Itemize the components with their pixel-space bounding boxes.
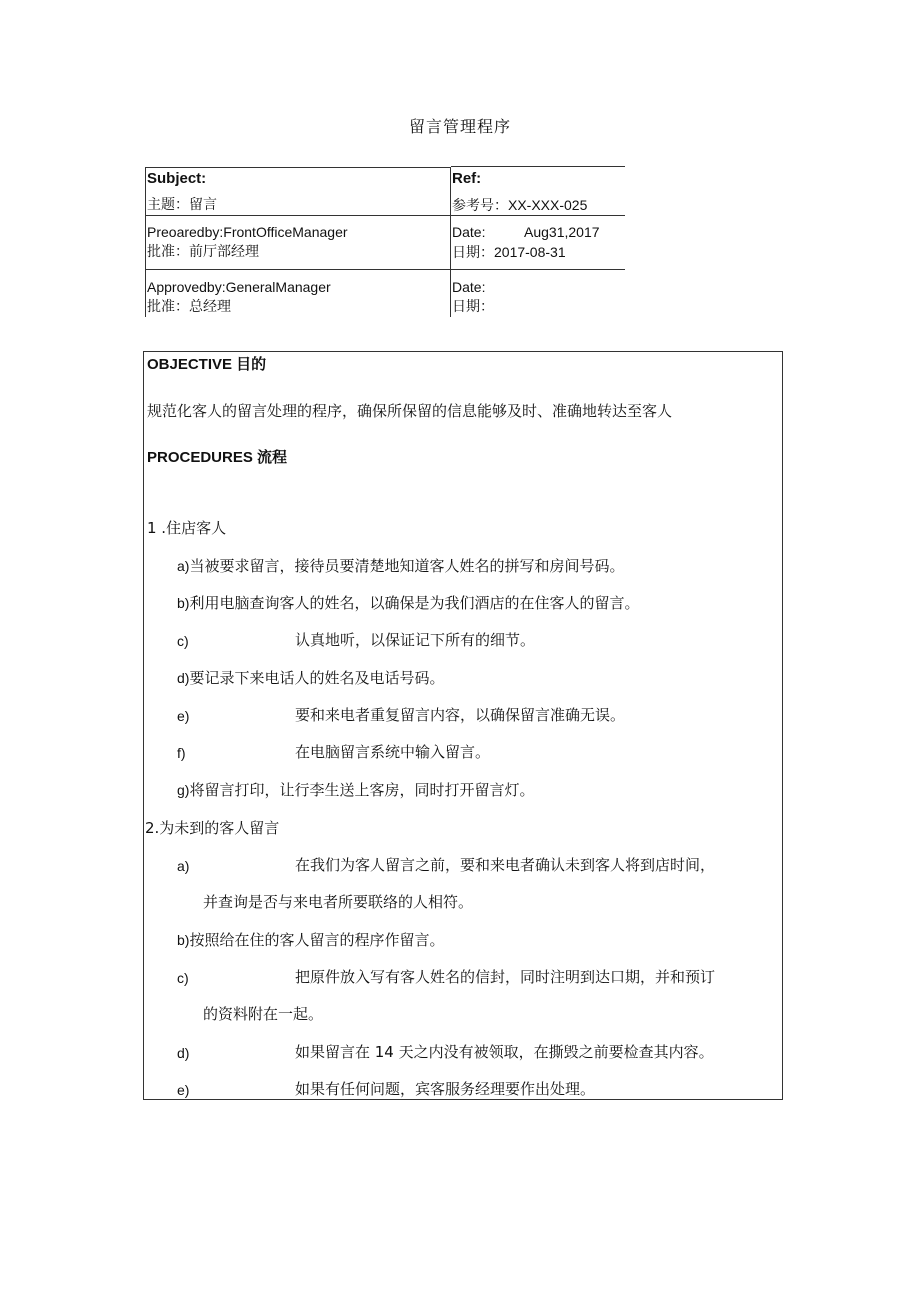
s2-item-a-cont: 并查询是否与来电者所要联络的人相符。	[203, 893, 474, 911]
date1-cell	[452, 222, 622, 262]
header-border-left-top	[145, 167, 451, 168]
s2-item-c-label: c)	[177, 970, 189, 986]
document-title: 留言管理程序	[408, 117, 511, 136]
s2-item-e-text: 如果有任何问题，宾客服务经理要作出处理。	[295, 1080, 596, 1098]
s1-item-g: g)将留言打印，让行李生送上客房，同时打开留言灯。	[177, 781, 535, 799]
s2-item-b: b)按照给在住的客人留言的程序作留言。	[177, 931, 445, 949]
objective-heading: OBJECTIVE 目的	[147, 356, 267, 373]
s1-item-c-text: 认真地听，以保证记下所有的细节。	[295, 631, 536, 649]
date1-value: Aug31,2017	[524, 224, 600, 240]
prepared-by-en: Preoaredby:FrontOfficeManager	[147, 224, 348, 240]
section2-title: 2.为未到的客人留言	[145, 819, 280, 837]
s2-item-d-text: 如果留言在 14 天之内没有被领取，在撕毁之前要检查其内容。	[295, 1043, 714, 1061]
ref-value: 参考号：XX-XXX-025	[452, 197, 588, 213]
procedures-heading: PROCEDURES 流程	[147, 449, 288, 466]
s1-item-d: d)要记录下来电话人的姓名及电话号码。	[177, 669, 445, 687]
header-rule-1	[145, 215, 625, 216]
s2-item-c-cont: 的资料附在一起。	[203, 1005, 324, 1023]
section1-title: 1 .住店客人	[147, 519, 227, 537]
header-divider	[450, 167, 451, 317]
approved-by-cell	[147, 277, 331, 317]
s2-item-c-text: 把原件放入写有客人姓名的信封，同时注明到达口期，并和预订	[295, 968, 716, 986]
date2-label: Date:	[452, 279, 486, 295]
s1-item-b: b)利用电脑查询客人的姓名，以确保是为我们酒店的在住客人的留言。	[177, 594, 640, 612]
subject-label: Subject:	[147, 170, 207, 187]
date1-label: Date:	[452, 224, 486, 240]
objective-text: 规范化客人的留言处理的程序，确保所保留的信息能够及时、准确地转达至客人	[147, 402, 673, 420]
date1-line	[452, 222, 622, 242]
date1-cn: 日期：2017-08-31	[452, 244, 566, 260]
s1-item-e-label: e)	[177, 708, 190, 724]
prepared-by-cn: 批准：前厅部经理	[147, 244, 259, 260]
date2-cn: 日期：	[452, 299, 494, 315]
s1-item-c-label: c)	[177, 633, 189, 649]
s2-item-a-text: 在我们为客人留言之前，要和来电者确认未到客人将到店时间，	[295, 856, 716, 874]
header-border-left	[145, 167, 146, 317]
header-rule-top	[451, 166, 625, 167]
s2-item-a-label: a)	[177, 858, 190, 874]
s1-item-e-text: 要和来电者重复留言内容，以确保留言准确无误。	[295, 706, 626, 724]
date2-cell	[452, 277, 494, 317]
subject-cell	[147, 169, 217, 215]
ref-label: Ref:	[452, 170, 482, 187]
s2-item-e-label: e)	[177, 1082, 190, 1098]
prepared-by-cell	[147, 222, 348, 262]
approved-by-en: Approvedby:GeneralManager	[147, 279, 331, 295]
ref-cell	[452, 169, 587, 215]
subject-value: 主题：留言	[147, 197, 217, 213]
s1-item-a: a)当被要求留言，接待员要清楚地知道客人姓名的拼写和房间号码。	[177, 557, 625, 575]
s2-item-d-label: d)	[177, 1045, 190, 1061]
s1-item-f-text: 在电脑留言系统中输入留言。	[295, 743, 491, 761]
approved-by-cn: 批准：总经理	[147, 299, 231, 315]
header-rule-2	[145, 269, 625, 270]
s1-item-f-label: f)	[177, 745, 186, 761]
